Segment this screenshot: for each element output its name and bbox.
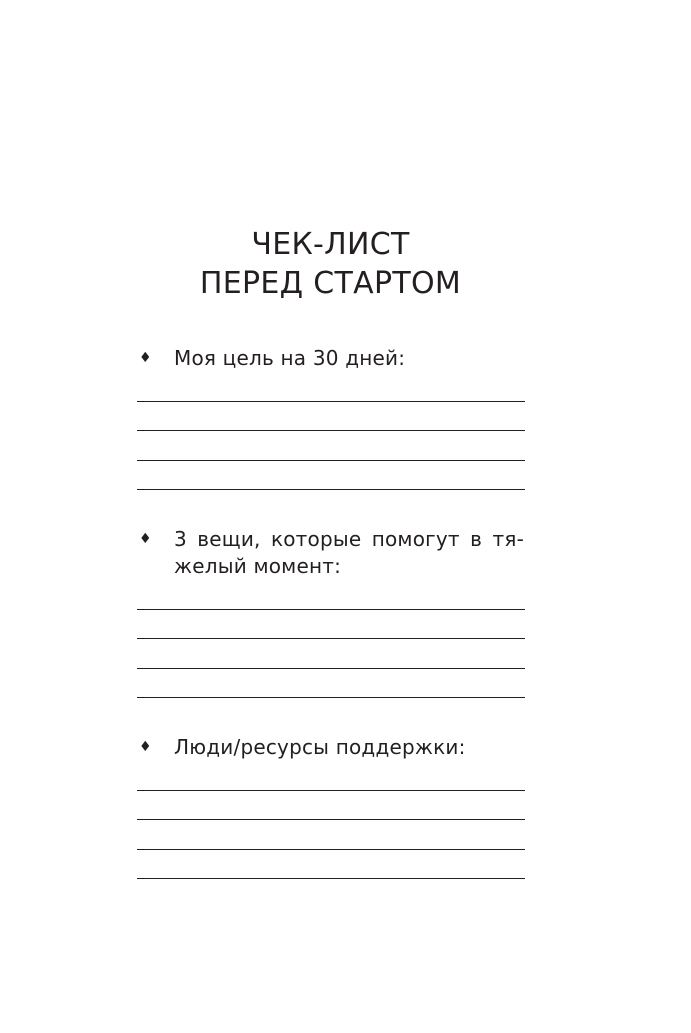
- writing-line[interactable]: [137, 460, 525, 461]
- writing-line[interactable]: [137, 668, 525, 669]
- checklist-item-label-line-1: 3 вещи, которые помогут в тя-: [174, 527, 524, 551]
- checklist-item-goal: [137, 345, 524, 372]
- title-line-2: ПЕРЕД СТАРТОМ: [199, 266, 462, 301]
- writing-line[interactable]: [137, 489, 525, 490]
- checklist-item-label: Люди/ресурсы поддержки:: [174, 735, 466, 759]
- title-line-1: ЧЕК-ЛИСТ: [251, 227, 410, 262]
- checklist-item-row: [137, 526, 524, 580]
- writing-line[interactable]: [137, 697, 525, 698]
- checklist-item-row: [137, 734, 524, 761]
- writing-line[interactable]: [137, 401, 525, 402]
- writing-line[interactable]: [137, 790, 525, 791]
- diamond-bullet-icon: ♦: [139, 739, 152, 755]
- checklist-item-label: Моя цель на 30 дней:: [174, 346, 406, 370]
- page-title: [0, 225, 661, 303]
- writing-line[interactable]: [137, 638, 525, 639]
- writing-line[interactable]: [137, 430, 525, 431]
- checklist-item-helpers: [137, 526, 524, 580]
- checklist-item-row: [137, 345, 524, 372]
- checklist-item-support: [137, 734, 524, 761]
- writing-line[interactable]: [137, 849, 525, 850]
- diamond-bullet-icon: ♦: [139, 531, 152, 547]
- checklist-item-label-line-2: желый момент:: [174, 554, 342, 578]
- writing-line[interactable]: [137, 609, 525, 610]
- diamond-bullet-icon: ♦: [139, 350, 152, 366]
- writing-line[interactable]: [137, 819, 525, 820]
- writing-line[interactable]: [137, 878, 525, 879]
